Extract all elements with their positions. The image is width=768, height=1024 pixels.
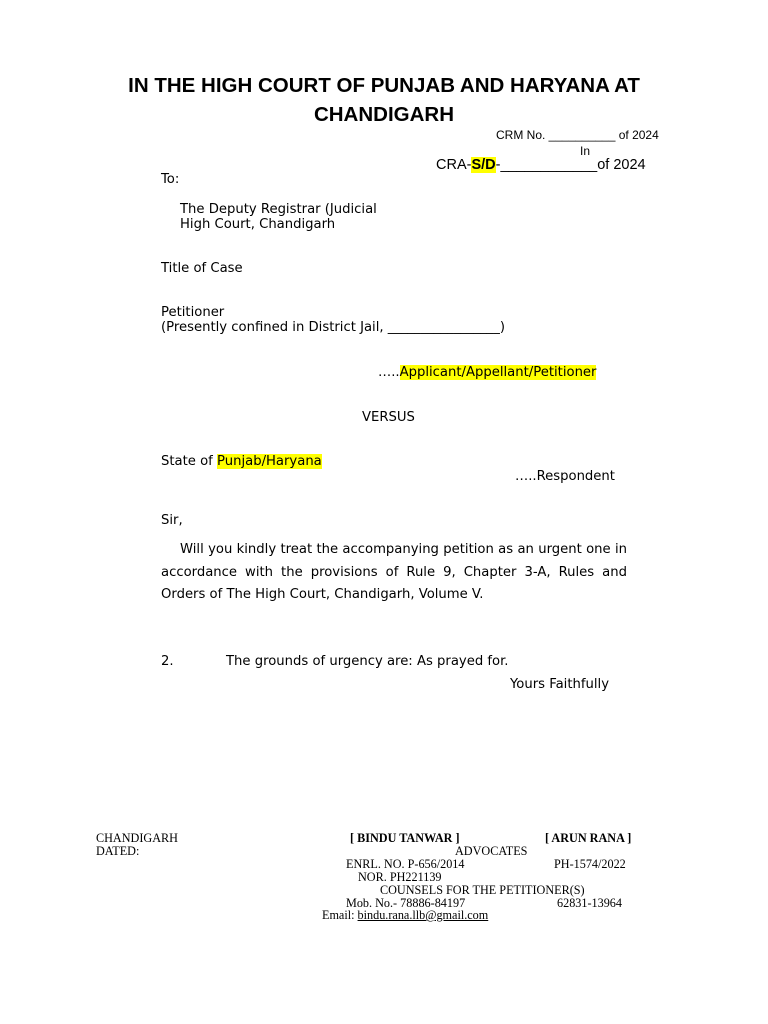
cra-prefix: CRA- [436,157,472,173]
state-name: Punjab/Haryana [217,454,322,469]
point-number: 2. [161,654,174,669]
enrl-number: ENRL. NO. P-656/2014 [346,857,465,871]
point-text: The grounds of urgency are: As prayed for. [226,654,509,669]
email-label: Email: [322,908,358,922]
addressee-line1: The Deputy Registrar (Judicial [180,202,377,217]
addressee-line2: High Court, Chandigarh [180,217,336,232]
mobile-number: Mob. No.- 78886-84197 [346,896,466,910]
petitioner-label: Petitioner [161,305,225,320]
mobile-number-2: 62831-13964 [557,896,622,910]
title-of-case-label: Title of Case [161,261,243,276]
nor-number: NOR. PH221139 [358,870,442,884]
cra-sd-highlight: S/D [471,157,496,173]
cra-suffix: -____________of 2024 [495,157,646,173]
confinement-line: (Presently confined in District Jail, _________________) [161,320,505,335]
dated-label: DATED: [96,844,140,858]
applicant-role: Applicant/Appellant/Petitioner [399,365,597,380]
state-line [161,454,322,469]
applicant-prefix: ….. [378,365,400,380]
applicant-line [378,365,596,380]
ph-number: PH-1574/2022 [554,857,626,871]
advocates-label: ADVOCATES [455,844,528,858]
place-label: CHANDIGARH [96,831,178,845]
counsel-arun-rana: [ ARUN RANA ] [545,831,632,845]
closing: Yours Faithfully [510,677,609,692]
urgency-paragraph: Will you kindly treat the accompanying petition as an urgent one in accordance with the provisions of Rule 9, Chapter 3-A, Rules and Orders of The High Court, Chandigarh, Volume V. [161,542,627,602]
cra-number [436,157,646,173]
email-line [322,908,488,923]
email-link[interactable]: bindu.rana.llb@gmail.com [357,908,489,922]
state-prefix: State of [161,454,218,469]
versus-label: VERSUS [362,410,415,425]
in-label: In [580,144,591,158]
counsel-bindu-tanwar: [ BINDU TANWAR ] [350,831,460,845]
court-title-line2: CHANDIGARH [313,103,455,126]
to-label: To: [161,172,180,187]
court-title-line1: IN THE HIGH COURT OF PUNJAB AND HARYANA AT [128,74,640,97]
counsels-for-label: COUNSELS FOR THE PETITIONER(S) [380,883,585,897]
respondent-label: …..Respondent [515,469,615,484]
crm-number: CRM No. __________ of 2024 [496,128,659,142]
salutation: Sir, [161,513,183,528]
